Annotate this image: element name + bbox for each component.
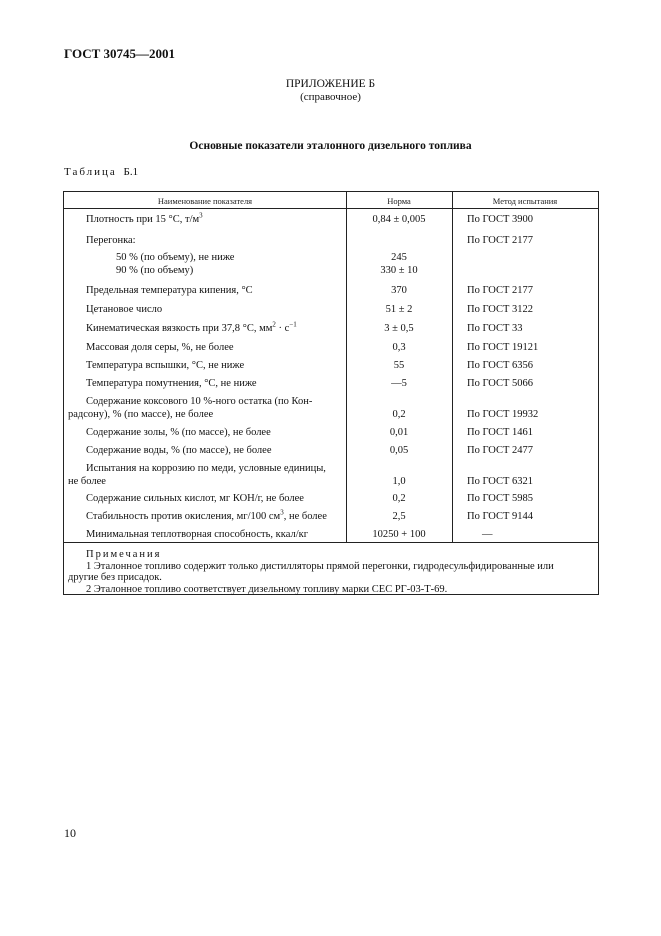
appendix-title: ПРИЛОЖЕНИЕ Б: [285, 78, 376, 90]
row-corrosion-name-line1: Испытания на коррозию по меди, условные единицы,: [86, 463, 326, 474]
row-distillation-method: По ГОСТ 2177: [467, 235, 534, 246]
row-sulfur-name: Массовая доля серы, %, не более: [86, 342, 234, 353]
note-1-line-1: 1 Эталонное топливо содержит только дистилляторы прямой перегонки, гидродесульфидированные или: [86, 560, 554, 572]
page-number: 10: [64, 826, 76, 840]
row-density-name: Плотность при 15 °С, $т/м^3$: [86, 211, 203, 225]
row-coke-name-line1: Содержание коксового 10 %-ного остатка (по Кон-: [86, 396, 313, 407]
row-coke-norm: 0,2: [392, 409, 406, 420]
row-acids-method: По ГОСТ 5985: [467, 493, 534, 504]
row-corrosion-name-line2: не более: [68, 476, 106, 487]
row-flash-method: По ГОСТ 6356: [467, 360, 534, 371]
row-density-norm: 0,84 ± 0,005: [372, 214, 426, 225]
row-density-method: По ГОСТ 3900: [467, 214, 534, 225]
row-dist90-name: 90 % (по объему): [116, 265, 194, 276]
row-sulfur-method: По ГОСТ 19121: [467, 342, 539, 353]
row-corrosion-method: По ГОСТ 6321: [467, 476, 534, 487]
row-heat-norm: 10250 + 100: [372, 529, 426, 540]
document-title: Основные показатели эталонного дизельного топлива: [189, 140, 472, 152]
note-1-line-2: другие без присадок.: [68, 572, 162, 583]
table-label-number: Б.1: [123, 166, 139, 178]
appendix-subtitle: (справочное): [300, 91, 361, 103]
indicators-table: [63, 191, 599, 595]
row-water-method: По ГОСТ 2477: [467, 445, 534, 456]
row-flash-name: Температура вспышки, °С, не ниже: [86, 360, 245, 371]
table-notes: [68, 549, 594, 595]
row-acids-norm: 0,2: [392, 493, 406, 504]
header-method: Метод испытания: [492, 196, 558, 206]
row-oxidation-name: Стабильность против окисления, мг/100 $см^3$, не более: [86, 508, 327, 522]
row-water-norm: 0,05: [389, 445, 409, 456]
row-heat-name: Минимальная теплотворная способность, ккал/кг: [86, 529, 309, 540]
row-cloud-name: Температура помутнения, °С, не ниже: [86, 378, 257, 389]
row-viscosity-norm: 3 ± 0,5: [384, 323, 414, 334]
row-coke-method: По ГОСТ 19932: [467, 409, 539, 420]
row-cloud-method: По ГОСТ 5066: [467, 378, 534, 389]
row-dist90-norm: 330 ± 10: [380, 265, 418, 276]
row-acids-name: Содержание сильных кислот, мг КОН/г, не более: [86, 493, 304, 504]
row-corrosion-norm: 1,0: [392, 476, 406, 487]
row-boiling-name: Предельная температура кипения, °С: [86, 285, 253, 296]
notes-heading: Примечания: [86, 549, 162, 560]
row-ash-norm: 0,01: [389, 427, 409, 438]
header-norm: Норма: [387, 196, 411, 206]
row-coke-name-line2: радсону), % (по массе), не более: [68, 409, 214, 420]
row-viscosity-name: Кинематическая вязкость при 37,8 °С, $мм^2 \cdot с^{-1}$: [86, 320, 297, 334]
row-ash-name: Содержание золы, % (по массе), не более: [86, 427, 271, 438]
row-cetane-norm: 51 ± 2: [385, 304, 413, 315]
row-dist50-norm: 245: [391, 252, 407, 263]
row-boiling-norm: 370: [391, 285, 407, 296]
row-cetane-name: Цетановое число: [86, 304, 163, 315]
row-dist50-name: 50 % (по объему), не ниже: [116, 252, 235, 263]
table-label-word: Таблица: [64, 166, 117, 178]
row-cetane-method: По ГОСТ 3122: [467, 304, 534, 315]
row-ash-method: По ГОСТ 1461: [467, 427, 534, 438]
row-sulfur-norm: 0,3: [392, 342, 406, 353]
row-water-name: Содержание воды, % (по массе), не более: [86, 445, 272, 456]
row-distillation-name: Перегонка:: [86, 235, 136, 246]
row-cloud-norm: —5: [391, 378, 407, 389]
row-flash-norm: 55: [393, 360, 405, 371]
row-heat-method: —: [482, 529, 493, 540]
header-indicator: Наименование показателя: [157, 196, 253, 206]
table-label: [64, 166, 138, 178]
row-viscosity-method: По ГОСТ 33: [467, 323, 523, 334]
row-boiling-method: По ГОСТ 2177: [467, 285, 534, 296]
standard-number: ГОСТ 30745—2001: [64, 46, 176, 61]
row-oxidation-method: По ГОСТ 9144: [467, 511, 534, 522]
note-2: 2 Эталонное топливо соответствует дизельному топливу марки СЕС РГ-03-Т-69.: [86, 583, 448, 595]
row-oxidation-norm: 2,5: [392, 511, 406, 522]
